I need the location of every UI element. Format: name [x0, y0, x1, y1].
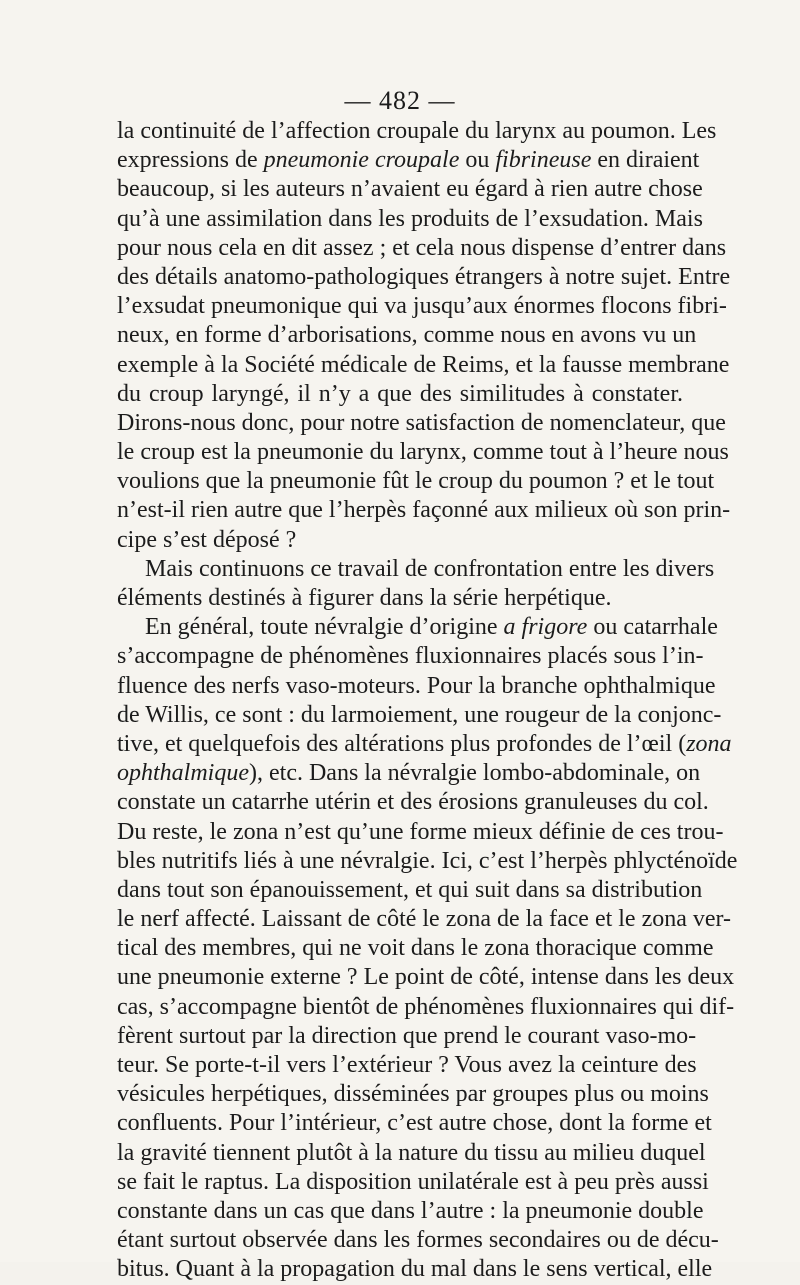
- text-line: se fait le raptus. La disposition unilatérale est à peu près aussi: [117, 1168, 709, 1195]
- text-line: voulions que la pneumonie fût le croup du poumon ? et le tout: [117, 468, 715, 495]
- text-line: constate un catarrhe utérin et des érosions granuleuses du col.: [117, 789, 709, 816]
- text-line: la gravité tiennent plutôt à la nature du tissu au milieu duquel: [117, 1139, 706, 1166]
- text-line: beaucoup, si les auteurs n’avaient eu égard à rien autre chose: [117, 176, 703, 203]
- text-line: Dirons-nous donc, pour notre satisfaction de nomenclateur, que: [117, 409, 726, 436]
- text-line: tive, et quelquefois des altérations plus profondes de l’œil (zona: [117, 730, 732, 757]
- text-line: une pneumonie externe ? Le point de côté, intense dans les deux: [117, 964, 735, 991]
- text-line: constante dans un cas que dans l’autre : la pneumonie double: [117, 1197, 704, 1224]
- text-line: étant surtout observée dans les formes secondaires ou de décu-: [117, 1227, 719, 1254]
- text-line: pour nous cela en dit assez ; et cela nous dispense d’entrer dans: [117, 234, 727, 261]
- text-line: neux, en forme d’arborisations, comme nous en avons vu un: [117, 322, 697, 349]
- text-line: dans tout son épanouissement, et qui suit dans sa distribution: [117, 876, 703, 903]
- text-line: En général, toute névralgie d’origine a frigore ou catarrhale: [145, 614, 718, 641]
- text-line: n’est-il rien autre que l’herpès façonné aux milieux où son prin-: [117, 497, 731, 524]
- text-line: le nerf affecté. Laissant de côté le zona de la face et le zona ver-: [117, 906, 732, 933]
- text-line: expressions de pneumonie croupale ou fibrineuse en diraient: [117, 147, 700, 174]
- text-line: la continuité de l’affection croupale du larynx au poumon. Les: [117, 118, 717, 144]
- text-line: du croup laryngé, il n’y a que des similitudes à constater.: [117, 380, 683, 407]
- text-line: fluence des nerfs vaso-moteurs. Pour la branche ophthalmique: [117, 672, 716, 699]
- text-line: qu’à une assimilation dans les produits de l’exsudation. Mais: [117, 205, 703, 232]
- body-text: [117, 117, 738, 1285]
- text-line: cas, s’accompagne bientôt de phénomènes fluxionnaires qui dif-: [117, 993, 735, 1020]
- text-line: tical des membres, qui ne voit dans le zona thoracique comme: [117, 935, 714, 962]
- text-line: vésicules herpétiques, disséminées par groupes plus ou moins: [117, 1081, 709, 1108]
- text-line: confluents. Pour l’intérieur, c’est autre chose, dont la forme et: [117, 1110, 712, 1137]
- text-line: le croup est la pneumonie du larynx, comme tout à l’heure nous: [117, 439, 729, 466]
- text-line: Mais continuons ce travail de confrontation entre les divers: [145, 555, 715, 582]
- page-number: — 482 —: [344, 86, 456, 115]
- text-line: Du reste, le zona n’est qu’une forme mieux définie de ces trou-: [117, 818, 724, 845]
- text-line: cipe s’est déposé ?: [117, 526, 297, 553]
- text-line: exemple à la Société médicale de Reims, et la fausse membrane: [117, 351, 730, 378]
- text-line: éléments destinés à figurer dans la série herpétique.: [117, 585, 612, 611]
- text-line: l’exsudat pneumonique qui va jusqu’aux énormes flocons fibri-: [117, 293, 727, 320]
- text-line: bles nutritifs liés à une névralgie. Ici, c’est l’herpès phlycténoïde: [117, 847, 738, 874]
- text-line: fèrent surtout par la direction que prend le courant vaso-mo-: [117, 1022, 697, 1049]
- text-line: ophthalmique), etc. Dans la névralgie lombo-abdominale, on: [117, 760, 701, 787]
- text-line: bitus. Quant à la propagation du mal dans le sens vertical, elle: [117, 1256, 713, 1283]
- text-line: teur. Se porte-t-il vers l’extérieur ? Vous avez la ceinture des: [117, 1052, 697, 1078]
- text-line: s’accompagne de phénomènes fluxionnaires placés sous l’in-: [117, 643, 704, 670]
- text-line: de Willis, ce sont : du larmoiement, une rougeur de la conjonc-: [117, 701, 722, 728]
- text-line: des détails anatomo-pathologiques étrangers à notre sujet. Entre: [117, 263, 731, 290]
